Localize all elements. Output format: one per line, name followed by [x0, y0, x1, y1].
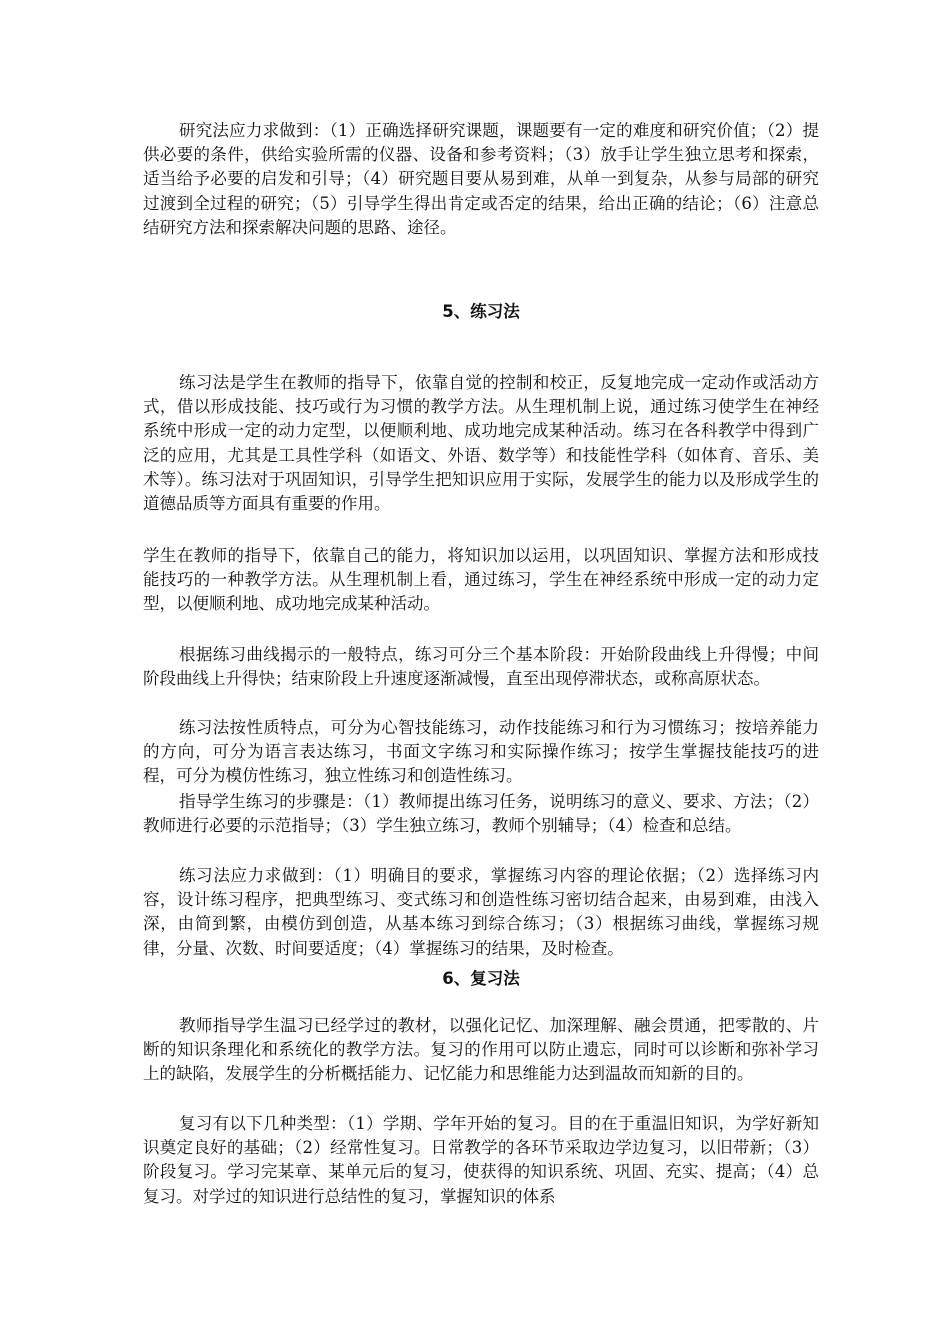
paragraph-review-types: 复习有以下几种类型：（1）学期、学年开始的复习。目的在于重温旧知识，为学好新知识奠定良好的基础；（2）经常性复习。日常教学的各环节采取边学边复习，以旧带新；（3）阶段复习。学习完某章、某单元后的复习，使获得的知识系统、巩固、充实、提高；（4）总复习。对学过的知识进行总结性的复习，掌握知识的体系 — [143, 1114, 819, 1206]
paragraph-research-requirements: 研究法应力求做到：（1）正确选择研究课题，课题要有一定的难度和研究价值；（2）提供必要的条件，供给实验所需的仪器、设备和参考资料；（3）放手让学生独立思考和探索，适当给予必要的启发和引导；（4）研究题目要从易到难，从单一到复杂，从参与局部的研究过渡到全过程的研究；（5）引导学生得出肯定或否定的结果，给出正确的结论；（6）注意总结研究方法和探索解决问题的思路、途径。 — [143, 121, 819, 237]
paragraph-practice-stages: 根据练习曲线揭示的一般特点，练习可分三个基本阶段：开始阶段曲线上升得慢；中间阶段曲线上升得快；结束阶段上升速度逐渐减慢，直至出现停滞状态，或称高原状态。 — [143, 645, 819, 689]
paragraph-practice-alt-definition: 学生在教师的指导下，依靠自己的能力，将知识加以运用，以巩固知识、掌握方法和形成技能技巧的一种教学方法。从生理机制上看，通过练习，学生在神经系统中形成一定的动力定型，以便顺利地、成功地完成某种活动。 — [143, 546, 819, 614]
paragraph-review-definition: 教师指导学生温习已经学过的教材，以强化记忆、加深理解、融会贯通，把零散的、片断的知识条理化和系统化的教学方法。复习的作用可以防止遗忘，同时可以诊断和弥补学习上的缺陷，发展学生的分析概括能力、记忆能力和思维能力达到温故而知新的目的。 — [143, 1016, 819, 1084]
paragraph-practice-definition: 练习法是学生在教师的指导下，依靠自觉的控制和校正，反复地完成一定动作或活动方式，借以形成技能、技巧或行为习惯的教学方法。从生理机制上说，通过练习使学生在神经系统中形成一定的动力定型，以便顺利地、成功地完成某种活动。练习在各科教学中得到广泛的应用，尤其是工具性学科（如语文、外语、数学等）和技能性学科（如体育、音乐、美术等）。练习法对于巩固知识，引导学生把知识应用于实际，发展学生的能力以及形成学生的道德品质等方面具有重要的作用。 — [143, 373, 819, 514]
paragraph-practice-types: 练习法按性质特点，可分为心智技能练习，动作技能练习和行为习惯练习；按培养能力的方向，可分为语言表达练习，书面文字练习和实际操作练习；按学生掌握技能技巧的进程，可分为模仿性练习，独立性练习和创造性练习。 — [143, 718, 819, 786]
paragraph-practice-requirements: 练习法应力求做到：（1）明确目的要求，掌握练习内容的理论依据；（2）选择练习内容，设计练习程序，把典型练习、变式练习和创造性练习密切结合起来，由易到难，由浅入深，由简到繁，由模仿到创造，从基本练习到综合练习；（3）根据练习曲线，掌握练习规律，分量、次数、时间要适度；（4）掌握练习的结果，及时检查。 — [143, 866, 819, 958]
heading-review-method: 6、复习法 — [442, 969, 520, 988]
paragraph-practice-steps: 指导学生练习的步骤是：（1）教师提出练习任务，说明练习的意义、要求、方法；（2）教师进行必要的示范指导；（3）学生独立练习，教师个别辅导；（4）检查和总结。 — [143, 792, 819, 836]
heading-practice-method: 5、练习法 — [442, 302, 520, 321]
